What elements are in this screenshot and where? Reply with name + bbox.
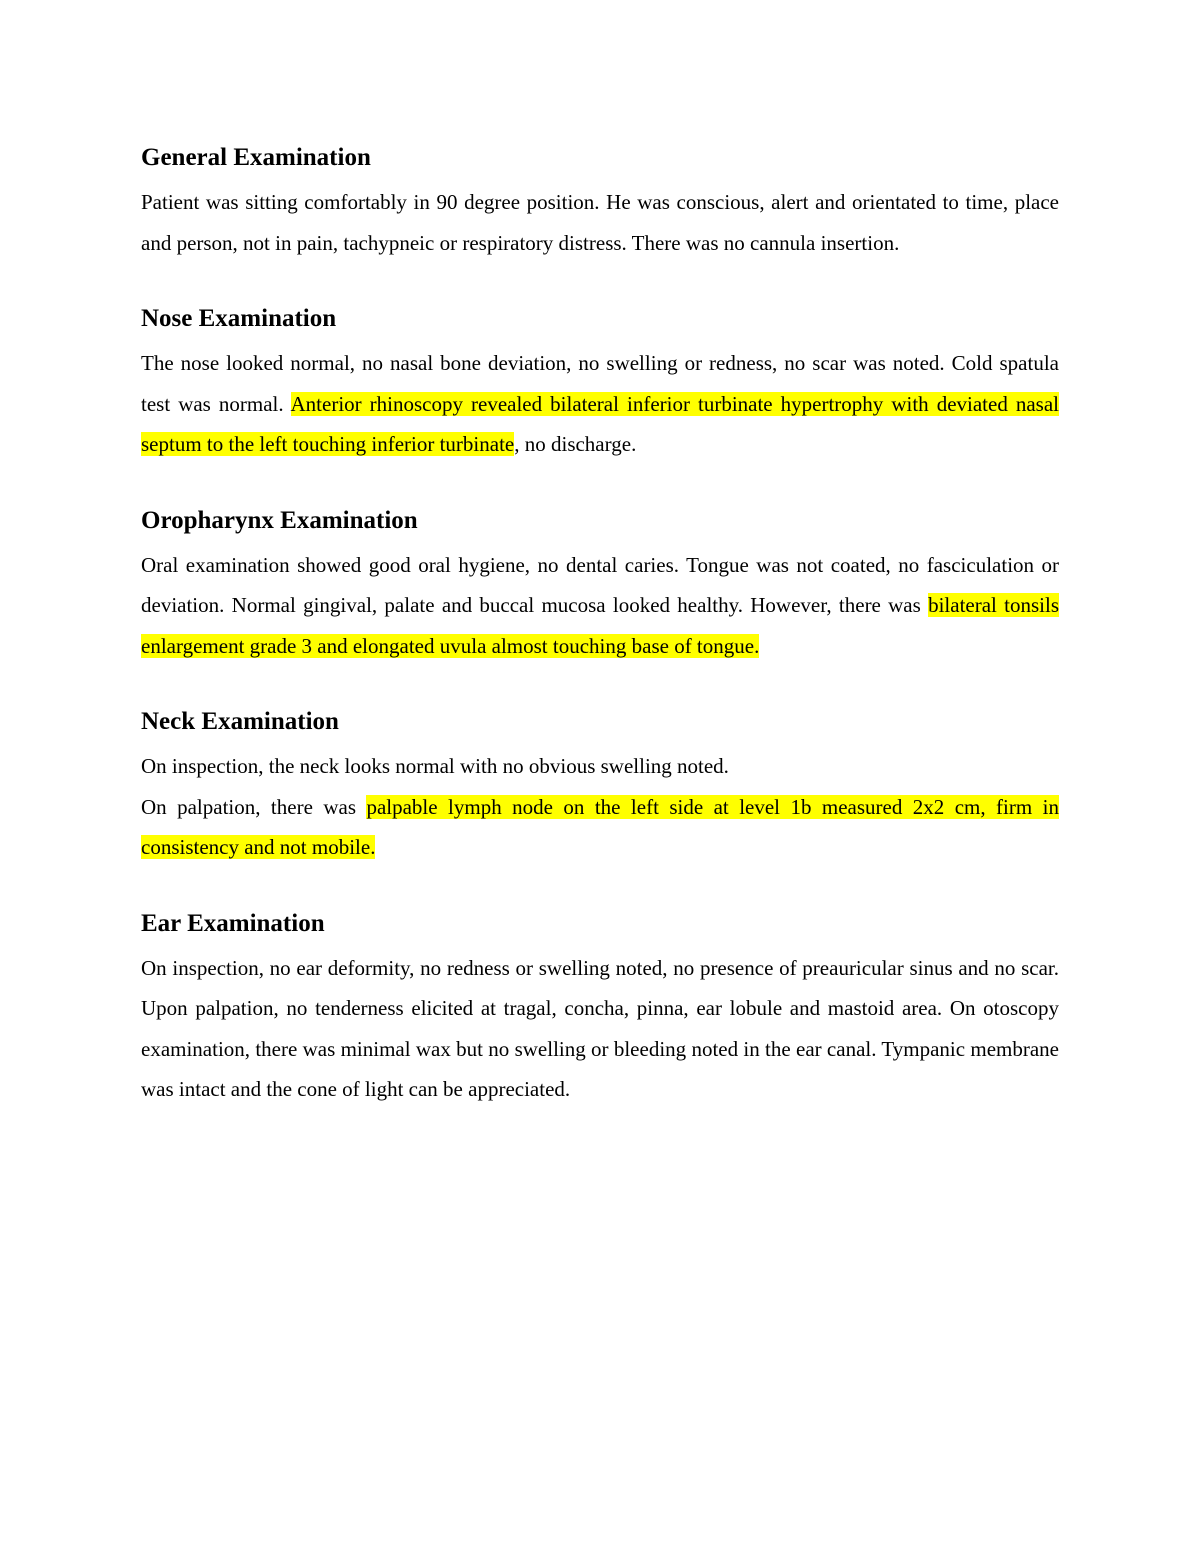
- section-spacer: [141, 263, 1059, 299]
- oropharynx-text-before: Oral examination showed good oral hygiene, no dental caries. Tongue was not coated, no fasciculation or deviation. Normal gingival, palate and buccal mucosa looked healthy. However, there was: [141, 552, 1059, 617]
- neck-highlighted-finding: palpable lymph node on the left side at level 1b measured 2x2 cm, firm in consistency and not mobile.: [141, 794, 1059, 859]
- ear-examination-heading: Ear Examination: [141, 909, 325, 937]
- section-spacer: [141, 465, 1059, 501]
- neck-palpation-text: [141, 787, 1059, 868]
- document-content: [141, 138, 1059, 1110]
- nose-examination-section: [141, 299, 1059, 465]
- nose-examination-heading: Nose Examination: [141, 305, 337, 332]
- nose-highlighted-finding: Anterior rhinoscopy revealed bilateral inferior turbinate hypertrophy with deviated nasal septum to the left touching inferior turbinate: [141, 391, 1059, 456]
- oropharynx-examination-section: [141, 501, 1059, 667]
- neck-text-before: On palpation, there was: [141, 794, 367, 819]
- oropharynx-examination-heading: Oropharynx Examination: [141, 506, 418, 534]
- section-spacer: [141, 868, 1059, 904]
- ear-examination-section: [141, 904, 1059, 1110]
- ear-examination-text: On inspection, no ear deformity, no redness or swelling noted, no presence of preauricular sinus and no scar. Upon palpation, no tenderness elicited at tragal, concha, pinna, ear lobule and mastoid area. On otoscopy examination, there was minimal wax but no swelling or bleeding noted in the ear canal. Tympanic membrane was intact and the cone of light can be appreciated.: [141, 955, 1059, 1101]
- oropharynx-examination-text: [141, 545, 1059, 667]
- general-examination-heading: General Examination: [141, 144, 371, 171]
- neck-examination-section: [141, 702, 1059, 868]
- neck-examination-heading: Neck Examination: [141, 708, 339, 735]
- neck-inspection-text: On inspection, the neck looks normal with no obvious swelling noted.: [141, 754, 729, 778]
- general-examination-text: Patient was sitting comfortably in 90 degree position. He was conscious, alert and orientated to time, place and person, not in pain, tachypneic or respiratory distress. There was no cannula insertion.: [141, 190, 1059, 255]
- nose-text-after: , no discharge.: [514, 432, 637, 456]
- nose-text-before: The nose looked normal, no nasal bone deviation, no swelling or redness, no scar was noted. Cold spatula test was normal.: [141, 351, 1059, 416]
- oropharynx-highlighted-finding: bilateral tonsils enlargement grade 3 and elongated uvula almost touching base of tongue.: [141, 593, 1059, 658]
- general-examination-section: [141, 138, 1059, 263]
- section-spacer: [141, 666, 1059, 702]
- nose-examination-text: [141, 343, 1059, 465]
